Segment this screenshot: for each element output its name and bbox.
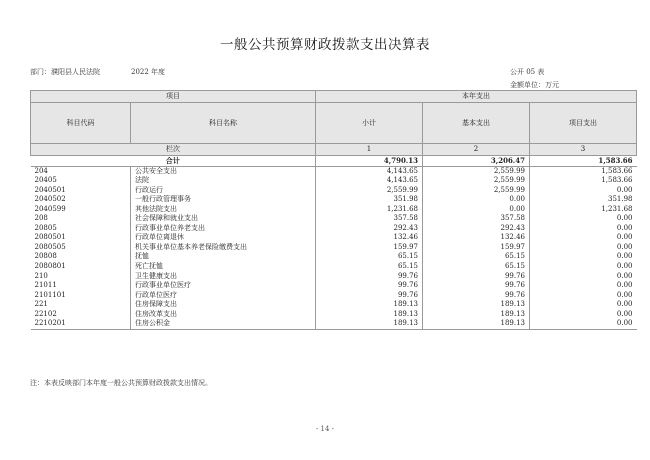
subtotal-cell: 189.13 [316, 319, 423, 329]
subtotal-cell: 99.76 [316, 291, 423, 301]
table-row [31, 291, 637, 301]
basic-expenditure-cell: 189.13 [423, 300, 530, 310]
basic-expenditure-cell: 2,559.99 [423, 166, 530, 176]
fiscal-year-label: 2022 年度 [131, 68, 166, 76]
subtotal-cell: 99.76 [316, 272, 423, 282]
project-expenditure-cell: 0.00 [530, 252, 637, 262]
subject-code-cell: 204 [31, 166, 131, 176]
basic-expenditure-cell: 99.76 [423, 272, 530, 282]
subtotal-cell: 4,143.65 [316, 176, 423, 186]
header-item-group: 项目 [31, 91, 316, 103]
basic-expenditure-cell: 189.13 [423, 310, 530, 320]
subject-code-cell: 2080501 [31, 233, 131, 243]
project-expenditure-cell: 0.00 [530, 319, 637, 329]
project-expenditure-cell: 0.00 [530, 310, 637, 320]
subject-name-cell: 行政运行 [131, 186, 316, 196]
subject-name-cell: 行政事业单位养老支出 [131, 224, 316, 234]
subject-code-cell: 20405 [31, 176, 131, 186]
subject-name-cell: 抚恤 [131, 252, 316, 262]
subtotal-cell: 159.97 [316, 243, 423, 253]
table-row [31, 272, 637, 282]
subject-code-cell: 2040501 [31, 186, 131, 196]
project-expenditure-cell: 1,583.66 [530, 176, 637, 186]
subject-name-cell: 住房保障支出 [131, 300, 316, 310]
subtotal-cell: 1,231.68 [316, 205, 423, 215]
subject-name-cell: 其他法院支出 [131, 205, 316, 215]
basic-expenditure-cell: 132.46 [423, 233, 530, 243]
page-number: - 14 - [315, 425, 335, 433]
project-expenditure-cell: 0.00 [530, 300, 637, 310]
header-project-expenditure: 项目支出 [530, 103, 637, 144]
basic-expenditure-cell: 99.76 [423, 281, 530, 291]
table-header-index-row [31, 144, 637, 156]
table-row [31, 319, 637, 329]
subject-code-cell: 2080801 [31, 262, 131, 272]
subject-code-cell: 20808 [31, 252, 131, 262]
header-column-index-label: 栏次 [31, 144, 316, 156]
header-subject-name: 科目名称 [131, 103, 316, 144]
subject-name-cell: 社会保障和就业支出 [131, 214, 316, 224]
basic-expenditure-cell: 65.15 [423, 252, 530, 262]
project-expenditure-cell: 1,231.68 [530, 205, 637, 215]
table-row [31, 300, 637, 310]
table-body [31, 156, 637, 330]
table-row [31, 262, 637, 272]
total-project: 1,583.66 [530, 156, 637, 167]
subtotal-cell: 189.13 [316, 300, 423, 310]
subtotal-cell: 2,559.99 [316, 186, 423, 196]
table-row [31, 281, 637, 291]
basic-expenditure-cell: 65.15 [423, 262, 530, 272]
subject-name-cell: 一般行政管理事务 [131, 195, 316, 205]
table-row [31, 214, 637, 224]
department-label: 部门：濮阳县人民法院 [30, 68, 100, 76]
subject-code-cell: 210 [31, 272, 131, 282]
subject-name-cell: 公共安全支出 [131, 166, 316, 176]
subtotal-cell: 357.58 [316, 214, 423, 224]
table-row [31, 166, 637, 176]
table-row [31, 310, 637, 320]
subject-name-cell: 卫生健康支出 [131, 272, 316, 282]
basic-expenditure-cell: 159.97 [423, 243, 530, 253]
header-year-expenditure-group: 本年支出 [316, 91, 637, 103]
project-expenditure-cell: 0.00 [530, 262, 637, 272]
project-expenditure-cell: 351.98 [530, 195, 637, 205]
total-label: 合计 [31, 156, 316, 167]
basic-expenditure-cell: 0.00 [423, 195, 530, 205]
basic-expenditure-cell: 292.43 [423, 224, 530, 234]
basic-expenditure-cell: 99.76 [423, 291, 530, 301]
subtotal-cell: 65.15 [316, 262, 423, 272]
project-expenditure-cell: 0.00 [530, 224, 637, 234]
table-footnote: 注：本表反映部门本年度一般公共预算财政拨款支出情况。 [30, 379, 212, 387]
project-expenditure-cell: 0.00 [530, 243, 637, 253]
table-row [31, 205, 637, 215]
table-header-column-row [31, 103, 637, 144]
table-row [31, 252, 637, 262]
basic-expenditure-cell: 0.00 [423, 205, 530, 215]
project-expenditure-cell: 0.00 [530, 281, 637, 291]
table-row [31, 243, 637, 253]
subtotal-cell: 4,143.65 [316, 166, 423, 176]
subject-name-cell: 住房公积金 [131, 319, 316, 329]
table-row [31, 233, 637, 243]
basic-expenditure-cell: 189.13 [423, 319, 530, 329]
header-basic-expenditure: 基本支出 [423, 103, 530, 144]
subject-name-cell: 行政单位医疗 [131, 291, 316, 301]
subject-code-cell: 2210201 [31, 319, 131, 329]
subject-code-cell: 21011 [31, 281, 131, 291]
amount-unit-label: 金额单位：万元 [510, 81, 559, 89]
form-number-label: 公开 05 表 [510, 68, 545, 76]
table-row [31, 224, 637, 234]
subtotal-cell: 65.15 [316, 252, 423, 262]
subtotal-cell: 292.43 [316, 224, 423, 234]
expenditure-table [30, 90, 637, 330]
subject-code-cell: 2080505 [31, 243, 131, 253]
project-expenditure-cell: 0.00 [530, 291, 637, 301]
project-expenditure-cell: 1,583.66 [530, 166, 637, 176]
table-header-group-row [31, 91, 637, 103]
table-row [31, 176, 637, 186]
subject-code-cell: 2101101 [31, 291, 131, 301]
basic-expenditure-cell: 2,559.99 [423, 186, 530, 196]
subject-name-cell: 死亡抚恤 [131, 262, 316, 272]
table-row [31, 186, 637, 196]
subject-code-cell: 2040599 [31, 205, 131, 215]
subject-code-cell: 208 [31, 214, 131, 224]
subject-name-cell: 机关事业单位基本养老保险缴费支出 [131, 243, 316, 253]
subtotal-cell: 99.76 [316, 281, 423, 291]
total-basic: 3,206.47 [423, 156, 530, 167]
subject-name-cell: 法院 [131, 176, 316, 186]
subtotal-cell: 351.98 [316, 195, 423, 205]
subtotal-cell: 132.46 [316, 233, 423, 243]
project-expenditure-cell: 0.00 [530, 186, 637, 196]
header-subtotal: 小计 [316, 103, 423, 144]
basic-expenditure-cell: 357.58 [423, 214, 530, 224]
subject-name-cell: 行政事业单位医疗 [131, 281, 316, 291]
subject-code-cell: 20805 [31, 224, 131, 234]
subject-code-cell: 2040502 [31, 195, 131, 205]
project-expenditure-cell: 0.00 [530, 233, 637, 243]
project-expenditure-cell: 0.00 [530, 214, 637, 224]
total-subtotal: 4,790.13 [316, 156, 423, 167]
subject-name-cell: 住房改革支出 [131, 310, 316, 320]
total-row [31, 156, 637, 167]
subtotal-cell: 189.13 [316, 310, 423, 320]
subject-code-cell: 221 [31, 300, 131, 310]
table-row [31, 195, 637, 205]
header-column-index-1: 1 [316, 144, 423, 156]
subject-name-cell: 行政单位离退休 [131, 233, 316, 243]
header-subject-code: 科目代码 [31, 103, 131, 144]
header-column-index-2: 2 [423, 144, 530, 156]
page-title: 一般公共预算财政拨款支出决算表 [220, 37, 430, 53]
subject-code-cell: 22102 [31, 310, 131, 320]
project-expenditure-cell: 0.00 [530, 272, 637, 282]
header-column-index-3: 3 [530, 144, 637, 156]
basic-expenditure-cell: 2,559.99 [423, 176, 530, 186]
